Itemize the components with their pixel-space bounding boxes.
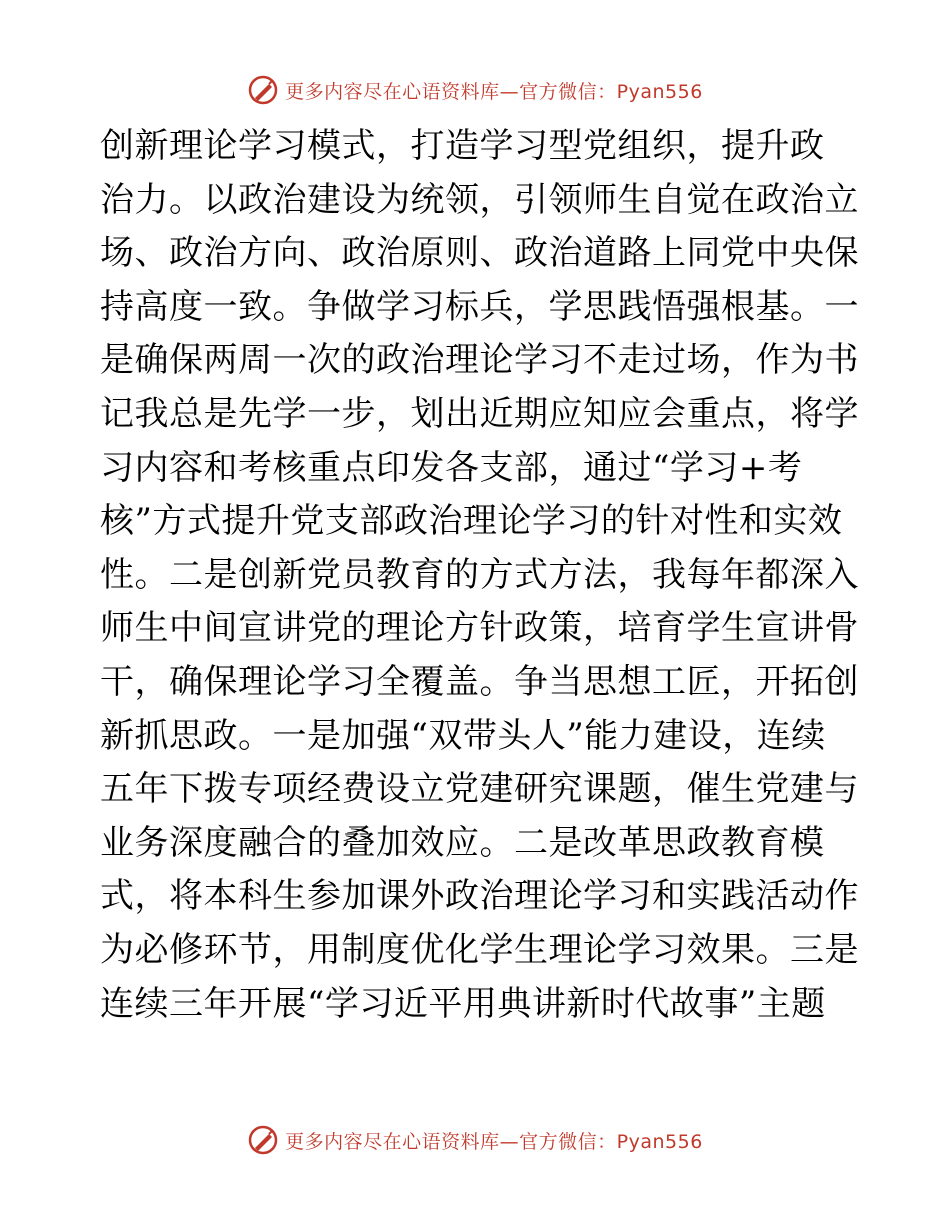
pen-logo-icon bbox=[247, 74, 279, 106]
body-line: 五年下拨专项经费设立党建研究课题，催生党建与 bbox=[100, 769, 859, 810]
footer-library-text: 更多内容尽在心语资料库 bbox=[285, 1130, 500, 1153]
body-line: 干，确保理论学习全覆盖。争当思想工匠，开拓创 bbox=[100, 661, 859, 702]
body-line: 性。二是创新党员教育的方式方法，我每年都深入 bbox=[100, 554, 859, 595]
body-line: 核”方式提升党支部政治理论学习的针对性和实效 bbox=[100, 501, 843, 542]
body-line: 是确保两周一次的政治理论学习不走过场，作为书 bbox=[100, 340, 859, 381]
body-line: 连续三年开展“学习近平用典讲新时代故事”主题 bbox=[100, 983, 826, 1024]
body-line: 为必修环节，用制度优化学生理论学习效果。三是 bbox=[100, 929, 859, 970]
header-banner-text bbox=[285, 77, 703, 104]
body-line: 习内容和考核重点印发各支部，通过“学习+考 bbox=[100, 447, 803, 488]
document-body bbox=[100, 120, 860, 1031]
body-line: 场、政治方向、政治原则、政治道路上同党中央保 bbox=[100, 233, 859, 274]
footer-separator: — bbox=[499, 1130, 520, 1153]
body-line: 新抓思政。一是加强“双带头人”能力建设，连续 bbox=[100, 715, 826, 756]
body-line: 记我总是先学一步，划出近期应知应会重点，将学 bbox=[100, 393, 859, 434]
body-line: 治力。以政治建设为统领，引领师生自觉在政治立 bbox=[100, 179, 859, 220]
header-wechat-text: 官方微信：Pyan556 bbox=[519, 80, 703, 103]
body-line: 式，将本科生参加课外政治理论学习和实践活动作 bbox=[100, 876, 859, 917]
footer-watermark-banner bbox=[0, 1120, 950, 1160]
header-separator: — bbox=[499, 80, 520, 103]
footer-wechat-text: 官方微信：Pyan556 bbox=[519, 1130, 703, 1153]
header-watermark-banner bbox=[0, 70, 950, 110]
body-line: 创新理论学习模式，打造学习型党组织，提升政 bbox=[100, 126, 825, 166]
header-library-text: 更多内容尽在心语资料库 bbox=[285, 80, 500, 103]
footer-banner-text bbox=[285, 1127, 703, 1154]
body-line: 持高度一致。争做学习标兵，学思践悟强根基。一 bbox=[100, 286, 859, 327]
body-line: 师生中间宣讲党的理论方针政策，培育学生宣讲骨 bbox=[100, 608, 859, 649]
body-line: 业务深度融合的叠加效应。二是改革思政教育模 bbox=[100, 822, 825, 863]
pen-logo-icon bbox=[247, 1124, 279, 1156]
